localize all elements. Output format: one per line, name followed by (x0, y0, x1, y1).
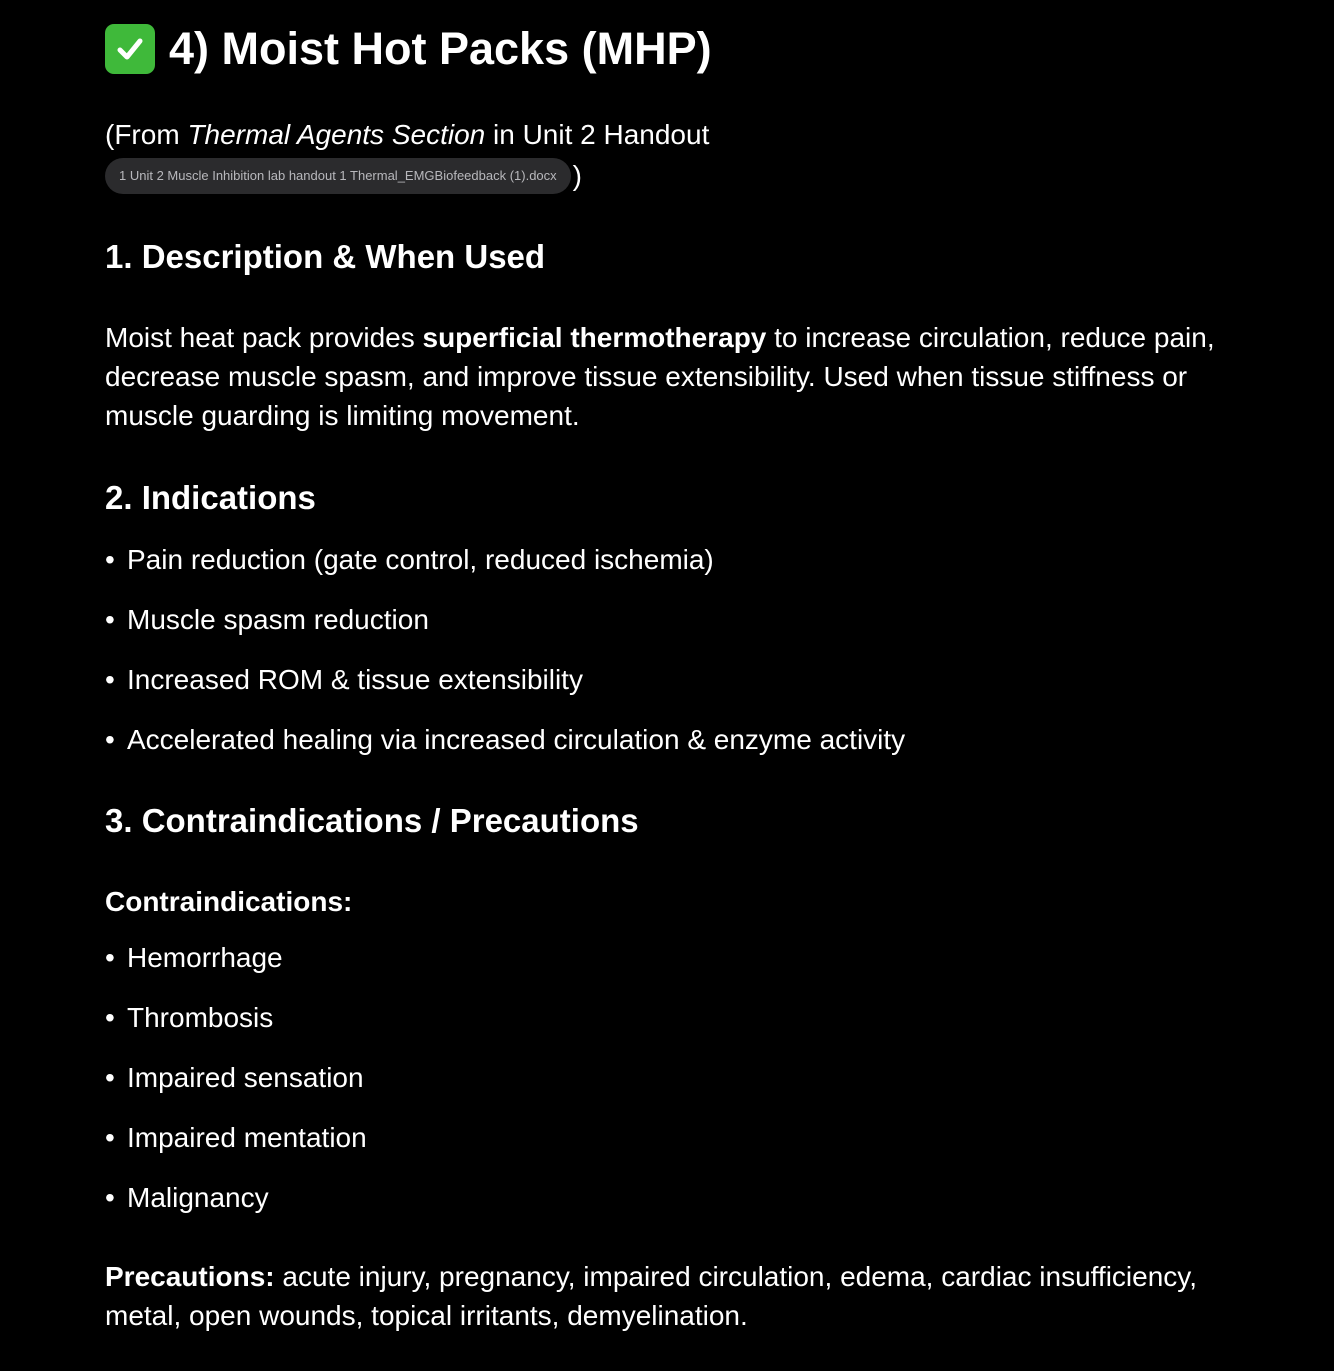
bullet: • (105, 1062, 115, 1093)
list-item (105, 542, 905, 602)
bullet: • (105, 1002, 115, 1033)
indications-heading: 2. Indications (105, 479, 316, 516)
list-item-text: Accelerated healing via increased circulation & enzyme activity (127, 724, 906, 755)
list-item (105, 722, 905, 782)
description-text-start: Moist heat pack provides (105, 322, 423, 353)
list-item (105, 1060, 367, 1120)
list-item-text: Thrombosis (127, 1002, 274, 1033)
contraindications-label: Contraindications: (105, 886, 353, 917)
section-title (105, 22, 712, 76)
source-suffix: in Unit 2 Handout (485, 119, 710, 150)
precautions-text: acute injury, pregnancy, impaired circulation, edema, cardiac insufficiency, metal, open wounds, topical irritants, demyelination. (105, 1261, 1197, 1331)
contraindications-heading: 3. Contraindications / Precautions (105, 802, 639, 839)
list-item-text: Muscle spasm reduction (127, 604, 429, 635)
list-item (105, 940, 367, 1000)
source-close: ) (572, 160, 582, 191)
list-item (105, 662, 905, 722)
list-item-text: Malignancy (127, 1182, 269, 1213)
check-mark-button-icon (105, 24, 155, 74)
bullet: • (105, 942, 115, 973)
description-bold-term: superficial thermotherapy (422, 322, 767, 353)
description-paragraph (105, 318, 1275, 435)
section-title-text: 4) Moist Hot Packs (MHP) (169, 23, 712, 74)
list-item-text: Increased ROM & tissue extensibility (127, 664, 583, 695)
description-text-end: to increase circulation, reduce pain, decrease muscle spasm, and improve tissue extensibility. Used when tissue stiffness or muscle guarding is limiting movement. (105, 322, 1215, 431)
list-item (105, 1180, 367, 1240)
bullet: • (105, 1182, 115, 1213)
list-item-text: Hemorrhage (127, 942, 283, 973)
source-prefix: (From (105, 119, 188, 150)
source-italic: Thermal Agents Section (187, 119, 486, 150)
bullet: • (105, 544, 115, 575)
list-item-text: Impaired sensation (127, 1062, 364, 1093)
file-citation-chip[interactable]: 1 Unit 2 Muscle Inhibition lab handout 1 Thermal_EMGBiofeedback (1).docx (105, 158, 571, 194)
contraindications-list (105, 940, 367, 1240)
list-item-text: Pain reduction (gate control, reduced ischemia) (127, 544, 714, 575)
bullet: • (105, 604, 115, 635)
list-item (105, 1000, 367, 1060)
indications-list (105, 542, 905, 782)
source-reference (105, 117, 709, 153)
list-item-text: Impaired mentation (127, 1122, 367, 1153)
bullet: • (105, 1122, 115, 1153)
precautions-label: Precautions: (105, 1261, 275, 1292)
bullet: • (105, 724, 115, 755)
list-item (105, 1120, 367, 1180)
description-heading: 1. Description & When Used (105, 238, 546, 275)
list-item (105, 602, 905, 662)
bullet: • (105, 664, 115, 695)
precautions-paragraph (105, 1257, 1275, 1335)
source-citation-row (105, 158, 582, 194)
